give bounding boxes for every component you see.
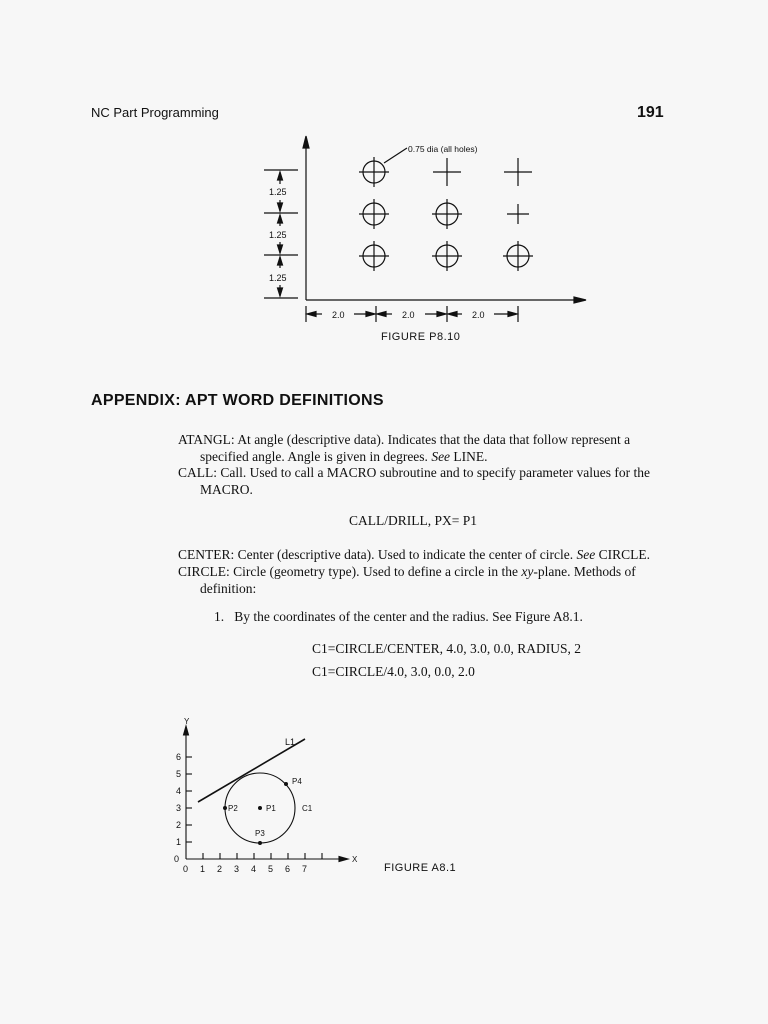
point-p4	[284, 782, 288, 786]
dimension-label: 1.25	[269, 273, 287, 283]
atangl-see: See	[431, 449, 451, 464]
label-p1: P1	[266, 804, 276, 813]
page-number: 191	[637, 104, 664, 121]
x-axis-arrow	[574, 297, 586, 303]
dimension-label: 2.0	[402, 310, 415, 320]
x-tick-label: 4	[251, 864, 257, 874]
label-p2: P2	[228, 804, 238, 813]
x-tick-label: 5	[268, 864, 274, 874]
y-tick-label: 3	[176, 803, 182, 813]
x-tick-label: 7	[302, 864, 308, 874]
method-1	[214, 609, 583, 625]
circle-xy: xy	[521, 564, 534, 579]
appendix-title: APPENDIX: APT WORD DEFINITIONS	[91, 392, 384, 409]
call-text: Call. Used to call a MACRO subroutine and to specify parameter values for the MACRO.	[200, 465, 651, 497]
x-tick-label: 3	[234, 864, 240, 874]
example-line: C1=CIRCLE/4.0, 3.0, 0.0, 2.0	[312, 664, 475, 679]
atangl-text: At angle (descriptive data). Indicates that the data that follow represent a specified angle. Angle is given in degrees.	[200, 432, 631, 464]
dimension-label: 2.0	[472, 310, 485, 320]
y-axis-label: Y	[184, 717, 190, 726]
center-see: See	[576, 547, 596, 562]
x-tick-label: 6	[285, 864, 291, 874]
leader-line	[384, 148, 407, 163]
definition-circle	[178, 563, 676, 597]
circle-text: Circle (geometry type). Used to define a circle in the	[233, 564, 519, 579]
dimension-label: 1.25	[269, 187, 287, 197]
method-text: By the coordinates of the center and the radius. See Figure A8.1.	[234, 609, 583, 624]
atangl-ref: LINE.	[453, 449, 488, 464]
x-axis-label: X	[352, 855, 358, 864]
definition-center	[178, 546, 676, 563]
figure-p8-10-caption: FIGURE P8.10	[381, 331, 461, 343]
y-tick-label: 0	[174, 854, 180, 864]
point-p1	[258, 806, 262, 810]
hole-diameter-note: 0.75 dia (all holes)	[408, 144, 478, 154]
y-tick-label: 5	[176, 769, 182, 779]
point-p3	[258, 841, 262, 845]
definition-atangl	[178, 431, 676, 465]
label-p4: P4	[292, 777, 302, 786]
y-tick-label: 2	[176, 820, 182, 830]
circle-text-2: -plane. Methods of definition:	[200, 564, 636, 596]
y-axis-arrow	[184, 726, 189, 735]
dimension-label: 2.0	[332, 310, 345, 320]
label-l1: L1	[285, 737, 296, 747]
figure-a8-1-drawing	[168, 712, 368, 877]
x-axis-arrow	[339, 857, 348, 862]
term-atangl: ATANGL:	[178, 432, 235, 447]
term-call: CALL:	[178, 465, 217, 480]
term-center: CENTER:	[178, 547, 235, 562]
center-text: Center (descriptive data). Used to indicate the center of circle.	[237, 547, 574, 562]
call-example: CALL/DRILL, PX= P1	[349, 513, 477, 528]
center-ref: CIRCLE.	[598, 547, 650, 562]
dimension-label: 1.25	[269, 230, 287, 240]
x-tick-label: 0	[183, 864, 189, 874]
running-header-title: NC Part Programming	[91, 105, 219, 120]
label-c1: C1	[302, 804, 313, 813]
example-line: C1=CIRCLE/CENTER, 4.0, 3.0, 0.0, RADIUS, 2	[312, 641, 581, 656]
line-l1	[198, 739, 305, 802]
y-tick-label: 1	[176, 837, 182, 847]
x-tick-label: 1	[200, 864, 206, 874]
term-circle: CIRCLE:	[178, 564, 230, 579]
figure-a8-1-caption: FIGURE A8.1	[384, 862, 457, 874]
figure-p8-10-drawing	[250, 130, 600, 325]
definition-call	[178, 464, 676, 498]
y-tick-label: 6	[176, 752, 182, 762]
y-tick-label: 4	[176, 786, 182, 796]
point-p2	[223, 806, 227, 810]
y-axis-arrow	[303, 136, 309, 148]
method-number: 1.	[214, 609, 225, 624]
label-p3: P3	[255, 829, 265, 838]
x-tick-label: 2	[217, 864, 223, 874]
